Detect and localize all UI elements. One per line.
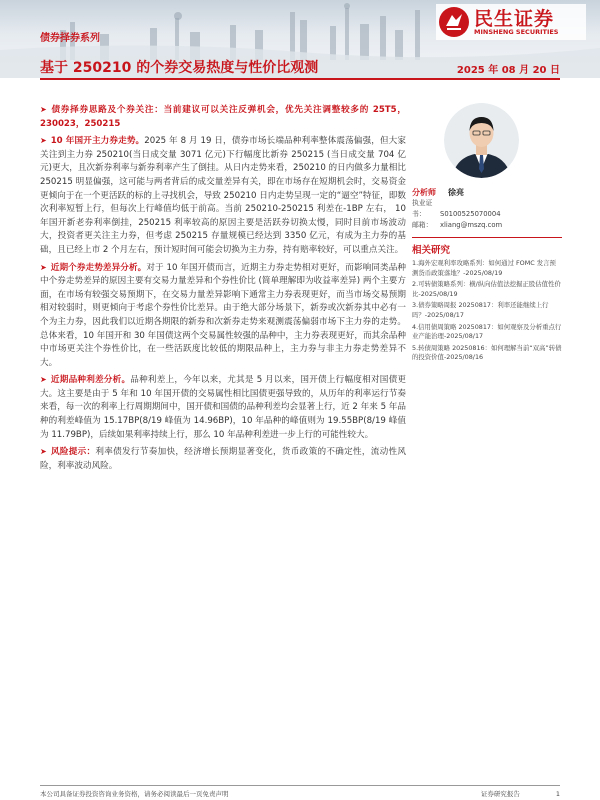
paragraph-risk [40, 445, 406, 473]
paragraph-text: 对于 10 年国开债而言，近期主力券走势相对更好，而影响同类品种中个券走势差异的原因主要有交易力量差异和个券性价比 (简单理解即为收益率差异) 两个主要方面，在市场有较强交易预期下，在交易力量差异影响下通常主力券表现更好，而当市场交易预期相对较弱时，则更倾向于考虑个券性价比差异。由于绝大部分场景下，新券或次新券其中必有一个为主力券，因此我们以近期各期限的新券和次新券走势来观测震荡偏弱市场下主力券的走势。总体来看，10 年国开和 30 年国债这两个交易属性较强的品种中，主力券表现更好，而其余品种中市场更关注个券性价比，在一些活跃度比较低的期限品种上，主力券与非主力券走势差异不大。 [40, 262, 406, 368]
cert-label: 执业证书： [412, 199, 433, 218]
minsheng-logo-icon [438, 6, 470, 38]
analyst-email[interactable]: xliang@mszq.com [440, 221, 503, 229]
related-research-title: 相关研究 [412, 245, 451, 256]
report-date: 2025 年 08 月 20 日 [456, 65, 560, 76]
header-divider [40, 78, 560, 80]
analyst-name: 徐亮 [448, 188, 464, 197]
summary-paragraph [40, 103, 406, 131]
arrow-icon: ➤ [40, 105, 47, 114]
analyst-info [412, 187, 562, 231]
paragraph-heading: 风险提示： [50, 447, 96, 458]
footer-divider [40, 785, 560, 786]
report-body [40, 103, 406, 476]
arrow-icon: ➤ [40, 136, 47, 146]
cert-number: S0100525070004 [440, 210, 501, 218]
logo-english: MINSHENG SECURITIES [474, 28, 559, 36]
analyst-label: 分析师 [412, 188, 436, 197]
related-item[interactable]: 4.信用债周策略 20250817：如何观察及分析重点行业产能治理-2025/08/17 [412, 322, 562, 341]
paragraph-heading: 近期品种利差分析。 [50, 375, 131, 386]
related-item[interactable]: 3.债券策略周报 20250817：利率还能继续上行吗？-2025/08/17 [412, 301, 549, 319]
paragraph-spread [40, 373, 406, 442]
paragraph-individual-bond [40, 261, 406, 371]
paragraph-text: 2025 年 8 月 19 日，债券市场长端品种利率整体震荡偏强，但大家关注到主力券 250210(当日成交量 3071 亿元)下行幅度比新券 250215 (当日成交量 704 亿元)更大，且次新券利率与新券利率产生了倒挂。从日内走势来看，250210 的日内做多力量相比 250215 明显偏强，这可能与两者背后的成交量差异有关，即在市场存在短期机会时，交易资金更倾向于在一个更活跃的标的上寻找机会，导致 250210 日内走势呈现一定的“逼空”特征，即数次利率短暂上行，但每次上行峰值均低于前高。当前 250210-250215 利差在-1BP 左右， 10 年国开新老券利率倒挂，250215 利率较高的原因主要是活跃券切换太慢，同时目前市场波动大，投资者更关注主力券，但考虑 250215 存量规模已经达到 3350 亿元，有成为主力券的基础，且已经上市 2 个月左右，预计短时间可能会切换为主力券，持有赔率较好，可以重点关注。 [40, 136, 406, 255]
related-item[interactable]: 2.可转债策略系列：横/纵向估值法挖掘正股估值性价比-2025/08/19 [412, 280, 561, 298]
paragraph-text: 品种利差上，今年以来，尤其是 5 月以来，国开债上行幅度相对国债更大。这主要是由于 5 年和 10 年国开债的交易属性相比国债更强导致的，从历年的利率运行节奏来看，每一次的利率上行周期期间中，国开债和国债的品种利差均会显著上行，近 2 年来 5 年品种的利差峰值为 15.17BP(8/19 峰值为 14.96BP)，10 年品种的峰值则为 19.55BP(8/19 峰值为 11.79BP)，后续如果利率持续上行，那么 10 年品种利差进一步上行的可能性较大。 [40, 375, 406, 440]
paragraph-heading: 10 年国开主力券走势。 [50, 136, 145, 147]
page-number: 1 [555, 790, 560, 798]
report-title: 基于 250210 的个券交易热度与性价比观测 [40, 60, 319, 76]
footer-right [481, 789, 560, 798]
analyst-photo [444, 103, 519, 178]
footer-disclaimer: 本公司具备证券投资咨询业务资格，请务必阅读最后一页免责声明 [40, 790, 229, 798]
related-item[interactable]: 5.转债周策略 20250816：如何理解当前“双高”转债的投资价值-2025/08/16 [412, 343, 562, 362]
arrow-icon: ➤ [40, 262, 47, 272]
sidebar-divider [412, 237, 562, 238]
footer-label: 证券研究报告 [480, 790, 520, 798]
paragraph-text: 利率债发行节奏加快，经济增长预期显著变化，货币政策的不确定性，流动性风险，利率波动风险。 [40, 447, 406, 471]
sidebar [412, 103, 562, 365]
email-label: 邮箱： [412, 221, 433, 229]
paragraph-heading: 近期个券走势差异分析。 [50, 262, 147, 273]
company-logo [436, 4, 586, 40]
header-banner [0, 0, 600, 78]
report-series: 债券择券系列 [40, 33, 100, 44]
related-item[interactable]: 1.海外宏观利率攻略系列：如何通过 FOMC 发言预测货币政策落地？-2025/08/19 [412, 259, 556, 277]
summary-lead: 债券择券思路及个券关注：当前建议可以关注反弹机会，优先关注调整较多的 25T5，230023，250215 [40, 105, 406, 129]
arrow-icon: ➤ [40, 447, 47, 457]
paragraph-main-bond [40, 134, 406, 257]
logo-chinese: 民生证券 [474, 8, 555, 30]
arrow-icon: ➤ [40, 375, 47, 385]
